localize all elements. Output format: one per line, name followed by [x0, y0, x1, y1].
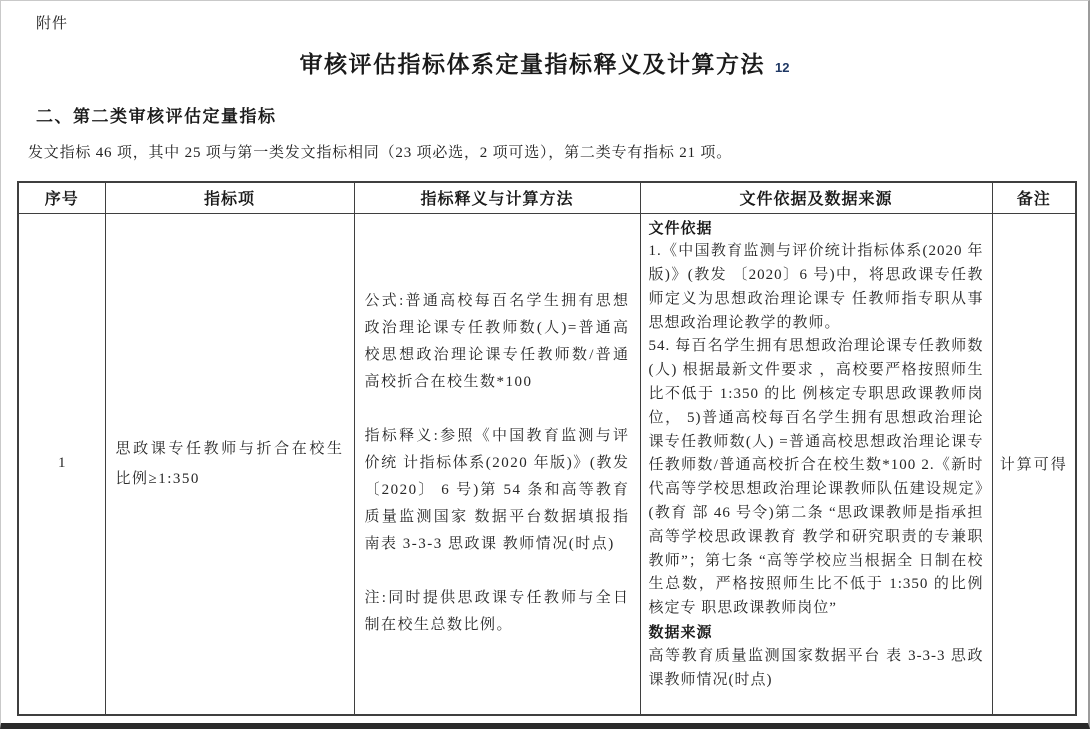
indicator-text: 思政课专任教师与折合在校生比例≥1:350 [115, 440, 344, 487]
header-cell-indicator: 指标项 [105, 182, 354, 213]
attachment-label: 附件 [36, 16, 69, 32]
title-row [1, 46, 1088, 79]
footnote-reference: 12 [775, 60, 790, 75]
data-source-label: 数据来源 [648, 624, 713, 642]
document-title: 审核评估指标体系定量指标释义及计算方法 [299, 51, 766, 77]
seq-cell: 1 [18, 213, 105, 715]
table-row [18, 213, 1076, 715]
definition-note: 注:同时提供思政课专任教师与全日制在校生总数比例。 [364, 590, 630, 634]
header-cell-basis: 文件依据及数据来源 [640, 182, 992, 213]
docs-basis-paragraph-2: 54. 每百名学生拥有思想政治理论课专任教师数(人) 根据最新文件要求 ，高校要严格按照师生比不低于 1:350 的比 例核定专职思政课教师岗位， 5)普通高校每百名学生拥有思想政治理论课专任教师数(人) =普通高校思想政治理论课专任教师数/普通高校折合在校生数*100 2.《新时代高等学校思想政治理论课教师队伍建设规定》(教育 部 46 号令)第二条 “思政课教师是指承担高等学校思政课教育 教学和研究职责的专兼职教师”；第七条 “高等学校应当根据全 日制在校生总数，严格按照师生比不低于 1:350 的比例核定专 职思政课教师岗位” [648, 338, 984, 617]
header-cell-remark: 备注 [992, 182, 1076, 213]
header-cell-definition: 指标释义与计算方法 [354, 182, 640, 213]
docs-basis-label: 文件依据 [648, 219, 713, 237]
intro-paragraph: 发文指标 46 项，其中 25 项与第一类发文指标相同（23 项必选，2 项可选），第二类专有指标 21 项。 [28, 145, 733, 161]
definition-formula: 公式:普通高校每百名学生拥有思想政治理论课专任教师数(人)=普通高校思想政治理论课专任教师数/普通高校折合在校生数*100 [364, 293, 630, 391]
definition-explanation: 指标释义:参照《中国教育监测与评价统 计指标体系(2020 年版)》(教发〔2020〕 6 号)第 54 条和高等教育质量监测国家 数据平台数据填报指南表 3-3-3 思政课 教师情况(时点) [364, 428, 630, 553]
section-heading: 二、第二类审核评估定量指标 [36, 107, 277, 126]
definition-cell [354, 213, 640, 715]
indicator-cell [105, 213, 354, 715]
remark-cell: 计算可得 [992, 213, 1076, 715]
docs-basis-paragraph-1: 1.《中国教育监测与评价统计指标体系(2020 年版)》(教发 〔2020〕6 号)中，将思政课专任教师定义为思想政治理论课专 任教师指专职从事思想政治理论教学的教师。 [648, 243, 984, 331]
basis-cell [640, 213, 992, 715]
table-header-row [18, 182, 1076, 213]
indicator-table [17, 181, 1077, 716]
header-cell-seq: 序号 [18, 182, 105, 213]
data-source-text: 高等教育质量监测国家数据平台 表 3-3-3 思政课教师情况(时点) [648, 647, 984, 688]
